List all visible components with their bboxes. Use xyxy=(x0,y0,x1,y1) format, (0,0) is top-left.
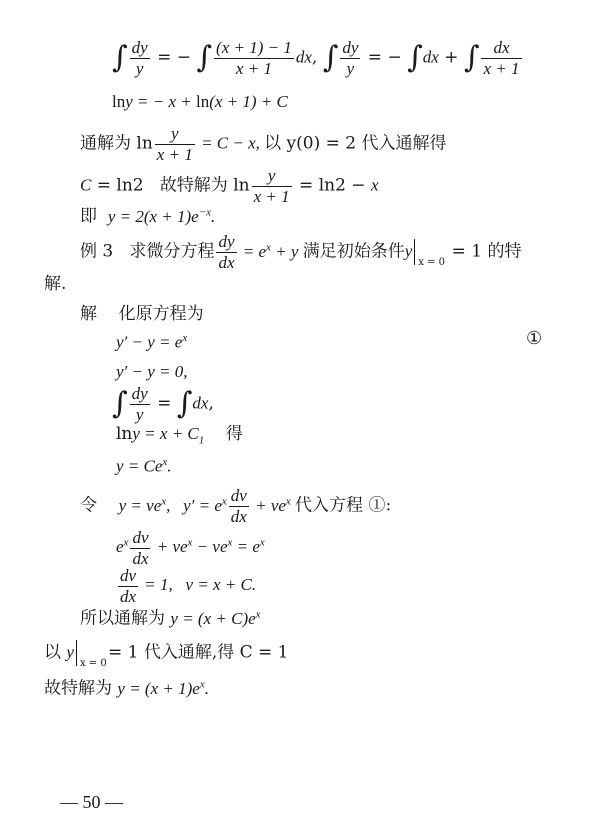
equation-1: $y' - y = e^x$ xyxy=(116,332,188,352)
let-label: 令 xyxy=(80,495,97,516)
substitution-line: 令 $y = ve^x$, $y' = e^x$ $\frac{dv}{dx}$ + $ve^x$ 代入方程 ①: xyxy=(80,486,392,526)
solution-label: 解 xyxy=(80,304,97,324)
equation-line-2: lny = − x + ln(x + 1) + C xyxy=(112,92,288,111)
separation-integral: ∫ $\frac{dy}{y}$ = ∫dx, xyxy=(112,384,214,424)
homogeneous-equation: y′ − y = 0, xyxy=(116,362,188,381)
equation-marker-1: ① xyxy=(526,328,543,349)
log-solution: $\ln y = x + C_1$ 得 xyxy=(116,424,243,447)
substitute-text: 以 y(0) = 2 代入通解得 xyxy=(264,133,447,154)
general-solution-2: 所以通解为 $y = (x + C)e^x$ xyxy=(80,608,261,629)
with-text: 以 xyxy=(44,642,61,663)
initial-condition-line: 以 y x = 0 = 1 代入通解,得 C = 1 xyxy=(44,640,289,666)
example-3-text2: 满足初始条件 xyxy=(302,241,405,262)
example-3-text3: 的特 xyxy=(487,241,522,262)
equation-line-1: ∫ $\frac{dy}{y}$ = − ∫ $\frac{(x + 1) - 1}{x + 1}$ dx, ∫ $\frac{dy}{y}$ = − ∫dx + ∫ $\frac{dx}{x + 1}$ xyxy=(112,38,520,78)
example-3-text1: 求微分方程 xyxy=(129,241,215,262)
particular-text: 故特解为 xyxy=(159,175,228,196)
final-solution-line: 故特解为 $y = (x + 1)e^x$. xyxy=(44,678,209,699)
general-solution-line: 通解为 ln $\frac{y}{x + 1}$ = C − x, 以 y(0) = 2 代入通解得 xyxy=(80,124,447,164)
let-text: 代入方程 ①: xyxy=(295,495,392,516)
ji-text: 即 xyxy=(80,206,97,227)
result-line: 即 $y = 2(x + 1)e^{-x}$. xyxy=(80,206,216,227)
example-3-label: 例 3 xyxy=(80,241,114,262)
so-text: 所以通解为 xyxy=(80,608,165,629)
example-3-continued: 解. xyxy=(44,274,67,294)
general-solution-text: 通解为 xyxy=(80,133,131,154)
derivative-result: $\frac{dv}{dx}$ = 1, v = x + C. xyxy=(120,566,257,606)
example-3-line: 例 3 求微分方程 $\frac{dy}{dx}$ = $e^x + y$ 满足初始条件y x = 0 = 1 的特 xyxy=(80,232,522,272)
page-number: — 50 — xyxy=(60,792,123,812)
particular-solution-line: C = ln2 故特解为 ln $\frac{y}{x + 1}$ = ln2 − x xyxy=(80,166,379,206)
substituted-equation: $e^x$ $\frac{dv}{dx}$ + $ve^x - ve^x = e^x$ xyxy=(116,528,265,568)
solution-text: 化原方程为 xyxy=(118,304,204,324)
homog-solution: $y = Ce^x$. xyxy=(116,456,172,476)
solution-heading xyxy=(80,304,204,324)
de-text: 得 xyxy=(225,424,243,444)
comma: , xyxy=(311,47,318,68)
final-text: 故特解为 xyxy=(44,678,112,699)
substitute-result-text: = 1 代入通解,得 C = 1 xyxy=(107,642,289,663)
